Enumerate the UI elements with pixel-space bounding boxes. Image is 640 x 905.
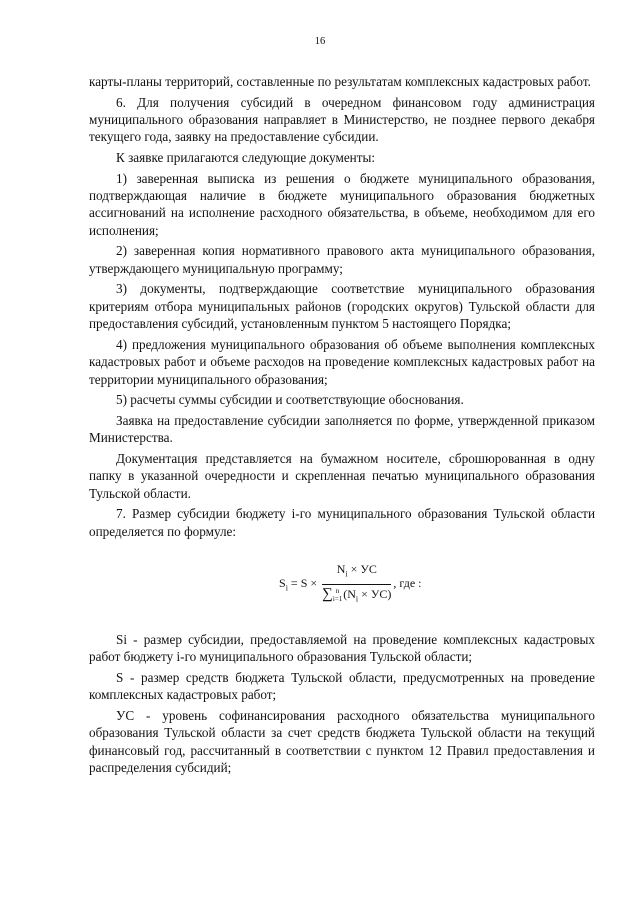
- formula-eq: = S ×: [290, 576, 318, 591]
- paragraph: Документация представляется на бумажном носителе, сброшюрованная в одну папку в указанной очередности и скрепленная печатью муниципального образования Тульской области.: [89, 450, 595, 501]
- subsidy-formula: [89, 557, 595, 604]
- formula-numerator: $N_i$ × УС: [322, 561, 391, 585]
- paragraph: карты-планы территорий, составленные по результатам комплексных кадастровых работ.: [89, 74, 591, 89]
- paragraph: 7. Размер субсидии бюджету i-го муниципального образования Тульской области определяется по формуле:: [89, 506, 595, 539]
- formula-lhs: S: [279, 576, 286, 591]
- paragraph-list: [89, 73, 595, 540]
- paragraph: Заявка на предоставление субсидии заполняется по форме, утвержденной приказом Министерства.: [89, 412, 595, 446]
- formula-fraction: [322, 561, 391, 608]
- document-body: [89, 73, 595, 780]
- paragraph: К заявке прилагаются следующие документы:: [116, 150, 376, 165]
- formula-suffix: , где :: [393, 576, 422, 591]
- sum-symbol: ∑: [322, 585, 333, 602]
- paragraph: 2) заверенная копия нормативного правового акта муниципального образования, утверждающего муниципальную программу;: [89, 243, 595, 276]
- paragraph: 5) расчеты суммы субсидии и соответствующие обоснования.: [116, 392, 464, 408]
- formula-expression: [279, 561, 422, 608]
- paragraph: 1) заверенная выписка из решения о бюджете муниципального образования, подтверждающая наличие в бюджете муниципального образования бюджетных ассигнований на исполнение расходного обязательства, в объеме, необходимом для его исполнения;: [89, 170, 595, 238]
- formula-denominator: ∑ n $i=1(N_i \times УС)$: [322, 585, 392, 604]
- paragraph: 6. Для получения субсидий в очередном финансовом году администрация муниципального образования направляет в Министерство, не позднее первого декабря текущего года, заявку на предоставление субсидии.: [89, 94, 595, 145]
- formula-lhs-sub: i: [285, 583, 288, 593]
- definition-paragraph: S - размер средств бюджета Тульской области, предусмотренных на проведение комплексных кадастровых работ;: [89, 670, 595, 703]
- paragraph: 3) документы, подтверждающие соответствие муниципального образования критериям отбора муниципальных районов (городских округов) Тульской области для предоставления субсидий, установленным пунктом 5 настоящего Порядка;: [89, 281, 595, 332]
- paragraph: 4) предложения муниципального образования об объеме выполнения комплексных кадастровых работ и объеме расходов на проведение комплексных кадастровых работ на территории муниципального образования;: [89, 336, 595, 387]
- definition-list: [89, 631, 595, 777]
- page-number: 16: [314, 36, 326, 47]
- sum-limits: n i=1: [332, 587, 343, 604]
- definition-paragraph: Si - размер субсидии, предоставляемой на проведение комплексных кадастровых работ бюджету i-го муниципального образования Тульской области;: [89, 632, 595, 665]
- definition-paragraph: УС - уровень софинансирования расходного обязательства муниципального образования Тульской области за счет средств бюджета Тульской области на текущий финансовый год, рассчитанный в соответствии с пунктом 12 Правил предоставления и распределения субсидий;: [89, 708, 595, 776]
